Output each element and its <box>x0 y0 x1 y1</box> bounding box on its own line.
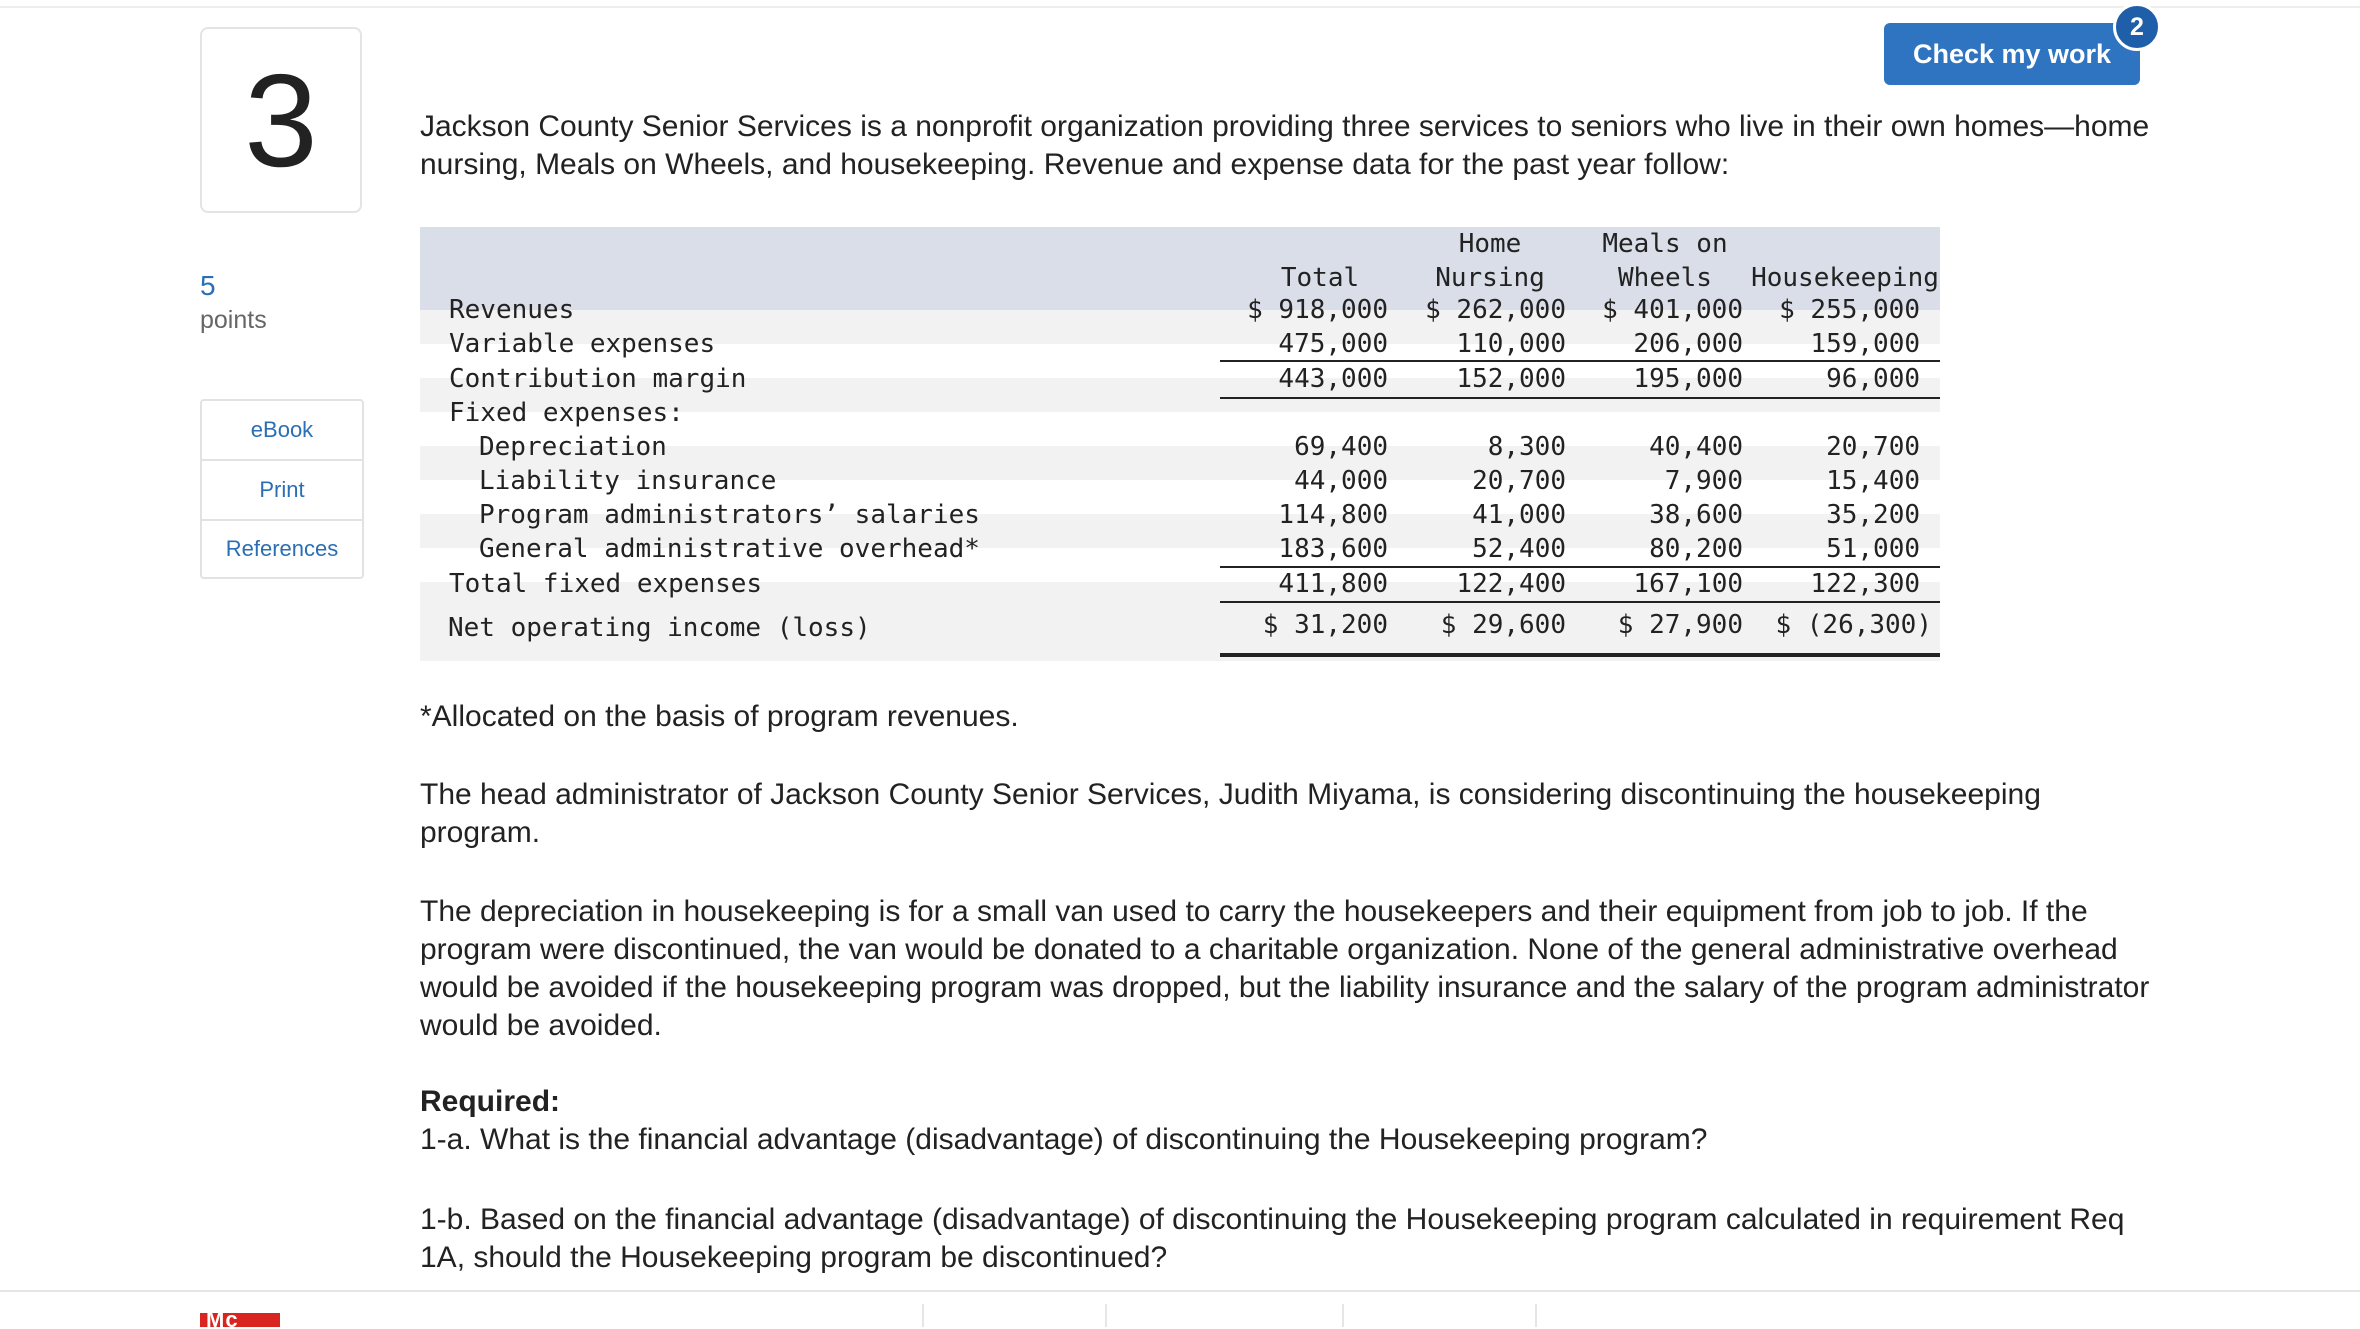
cell-noi-total: $ 31,200 <box>1262 610 1388 640</box>
cell-totalfixed-meals: 167,100 <box>1633 569 1743 599</box>
row-label-contribution-margin: Contribution margin <box>449 364 747 394</box>
bottom-divider <box>1535 1304 1537 1327</box>
rule-after-overhead <box>1220 566 1940 568</box>
references-link[interactable]: References <box>225 536 339 561</box>
cell-contribution-housekeeping: 96,000 <box>1826 364 1920 394</box>
row-label-depreciation: Depreciation <box>479 432 667 462</box>
ebook-link[interactable]: eBook <box>202 401 362 461</box>
required-section <box>420 1083 2150 1159</box>
cell-variable-meals: 206,000 <box>1633 329 1743 359</box>
header-meals-2: Wheels <box>1618 263 1712 293</box>
cell-noi-meals: $ 27,900 <box>1617 610 1743 640</box>
cell-totalfixed-total: 411,800 <box>1278 569 1388 599</box>
check-my-work-button[interactable]: Check my work <box>1884 23 2140 85</box>
cell-noi-housekeeping: $ (26,300) <box>1775 610 1932 640</box>
print-link[interactable]: Print <box>202 461 362 521</box>
bottom-divider <box>1342 1304 1344 1327</box>
row-label-revenues: Revenues <box>449 295 575 325</box>
rule-after-variable <box>1220 360 1940 362</box>
bottom-tab-bar <box>0 1290 2360 1329</box>
cell-liability-housekeeping: 15,400 <box>1826 466 1920 496</box>
row-label-total-fixed: Total fixed expenses <box>449 569 763 599</box>
footnote: *Allocated on the basis of program revenues. <box>420 700 1019 733</box>
side-tools-panel <box>200 399 364 579</box>
header-housekeeping: Housekeeping <box>1751 263 1939 293</box>
cell-contribution-total: 443,000 <box>1278 364 1388 394</box>
cell-salaries-total: 114,800 <box>1278 500 1388 530</box>
header-meals-1: Meals on <box>1602 229 1728 259</box>
row-label-variable-expenses: Variable expenses <box>449 329 716 359</box>
top-divider <box>0 0 2360 8</box>
attempts-badge: 2 <box>2113 3 2161 51</box>
cell-salaries-nursing: 41,000 <box>1472 500 1566 530</box>
cell-salaries-housekeeping: 35,200 <box>1826 500 1920 530</box>
cell-noi-nursing: $ 29,600 <box>1440 610 1566 640</box>
cell-revenues-housekeeping: $ 255,000 <box>1779 295 1920 325</box>
requirement-1a: 1-a. What is the financial advantage (disadvantage) of discontinuing the Housekeeping program? <box>420 1123 1708 1156</box>
double-rule-net-income <box>1220 653 1940 657</box>
points-info <box>200 268 267 337</box>
cell-liability-meals: 7,900 <box>1664 466 1743 496</box>
cell-depreciation-total: 69,400 <box>1294 432 1388 462</box>
bottom-divider <box>922 1304 924 1327</box>
cell-overhead-housekeeping: 51,000 <box>1826 534 1920 564</box>
rule-after-contribution <box>1220 397 1940 399</box>
cell-revenues-meals: $ 401,000 <box>1602 295 1743 325</box>
points-value: 5 <box>200 270 216 301</box>
question-number: 3 <box>200 27 362 213</box>
required-heading: Required: <box>420 1085 561 1118</box>
row-label-liability-insurance: Liability insurance <box>479 466 777 496</box>
cell-depreciation-housekeeping: 20,700 <box>1826 432 1920 462</box>
cell-overhead-nursing: 52,400 <box>1472 534 1566 564</box>
row-label-net-operating-income: Net operating income (loss) <box>448 613 871 643</box>
intro-text: Jackson County Senior Services is a nonprofit organization providing three services to seniors who live in their own homes—home nursing, Meals on Wheels, and housekeeping. Revenue and expense data for the past year follow: <box>420 110 2150 181</box>
cell-depreciation-meals: 40,400 <box>1649 432 1743 462</box>
cell-contribution-nursing: 152,000 <box>1456 364 1566 394</box>
header-total: Total <box>1280 263 1360 293</box>
paragraph-depreciation: The depreciation in housekeeping is for a small van used to carry the housekeepers and their equipment from job to job. If the program were discontinued, the van would be donated to a charitable organization. None of the general administrative overhead would be avoided if the housekeeping program was dropped, but the liability insurance and the salary of the program administrator would be avoided. <box>420 895 2150 1042</box>
bottom-divider <box>1105 1304 1107 1327</box>
header-nursing-1: Home <box>1458 229 1522 259</box>
row-label-fixed-expenses: Fixed expenses: <box>449 398 684 428</box>
row-label-admin-salaries: Program administrators’ salaries <box>479 500 980 530</box>
cell-revenues-nursing: $ 262,000 <box>1425 295 1566 325</box>
cell-contribution-meals: 195,000 <box>1633 364 1743 394</box>
cell-salaries-meals: 38,600 <box>1649 500 1743 530</box>
financial-table <box>420 227 1940 661</box>
paragraph-considering: The head administrator of Jackson County Senior Services, Judith Miyama, is considering discontinuing the housekeeping program. <box>420 778 2041 849</box>
cell-liability-nursing: 20,700 <box>1472 466 1566 496</box>
cell-depreciation-nursing: 8,300 <box>1487 432 1566 462</box>
row-label-general-overhead: General administrative overhead* <box>479 534 980 564</box>
cell-liability-total: 44,000 <box>1294 466 1388 496</box>
publisher-logo <box>200 1313 280 1327</box>
requirement-1b: 1-b. Based on the financial advantage (disadvantage) of discontinuing the Housekeeping program calculated in requirement Req 1A, should the Housekeeping program be discontinued? <box>420 1203 2125 1274</box>
cell-totalfixed-nursing: 122,400 <box>1456 569 1566 599</box>
cell-revenues-total: $ 918,000 <box>1247 295 1388 325</box>
cell-variable-housekeeping: 159,000 <box>1810 329 1920 359</box>
cell-overhead-total: 183,600 <box>1278 534 1388 564</box>
cell-variable-total: 475,000 <box>1278 329 1388 359</box>
header-nursing-2: Nursing <box>1435 263 1545 293</box>
cell-overhead-meals: 80,200 <box>1649 534 1743 564</box>
publisher-logo-text: Mc <box>206 1313 239 1327</box>
cell-variable-nursing: 110,000 <box>1456 329 1566 359</box>
cell-totalfixed-housekeeping: 122,300 <box>1810 569 1920 599</box>
points-label: points <box>200 306 267 335</box>
rule-after-total-fixed <box>1220 601 1940 603</box>
